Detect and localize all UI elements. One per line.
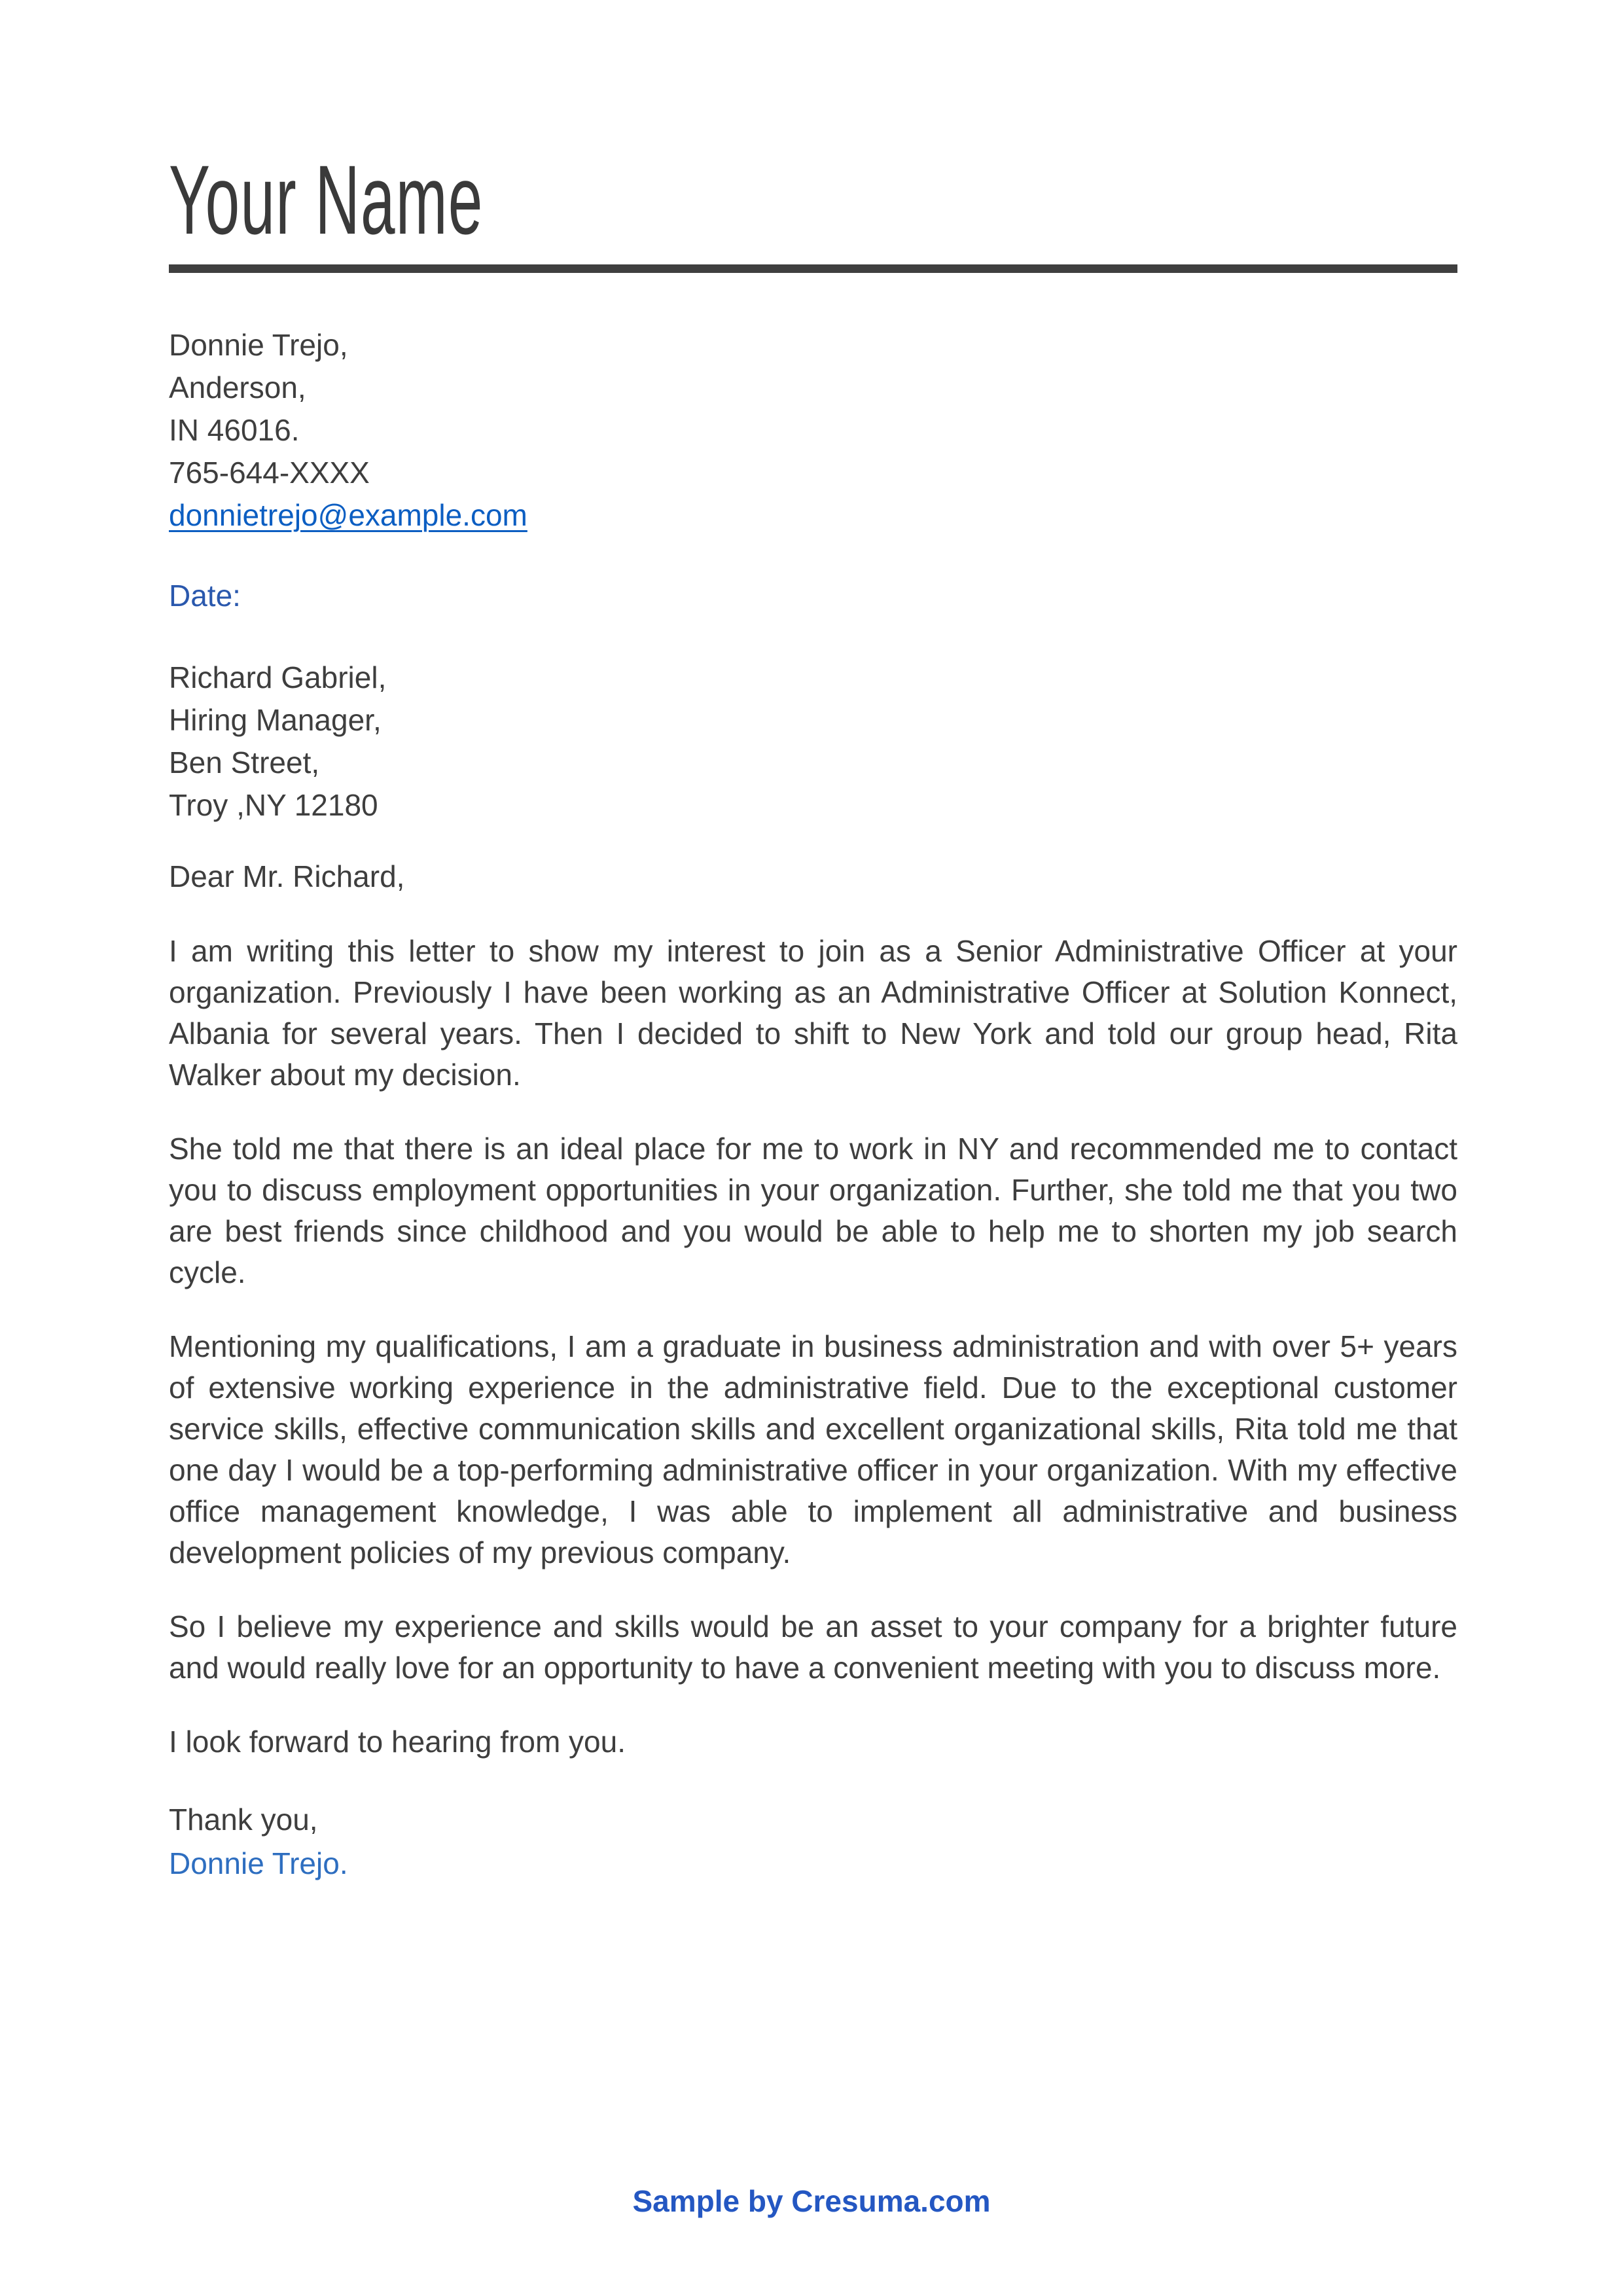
page-title	[169, 145, 1457, 255]
salutation: Dear Mr. Richard,	[169, 859, 405, 893]
sender-name-line: Donnie Trejo,	[169, 328, 348, 362]
recipient-city-line: Troy ,NY 12180	[169, 788, 378, 822]
recipient-street-line: Ben Street,	[169, 745, 320, 780]
sender-phone-line: 765-644-XXXX	[169, 456, 370, 490]
body-paragraph-4: So I believe my experience and skills would be an asset to your company for a brighter future and would really love for an opportunity to have a convenient meeting with you to discuss more.	[169, 1609, 1457, 1685]
sender-block	[169, 324, 1457, 537]
body-paragraph-2: She told me that there is an ideal place for me to work in NY and recommended me to contact you to discuss employment opportunities in your organization. Further, she told me that you two are best friends since childhood and you would be able to help me to shorten my job search cycle.	[169, 1132, 1457, 1289]
letter-header	[169, 145, 1457, 273]
sender-city-line: Anderson,	[169, 370, 306, 404]
recipient-title-line: Hiring Manager,	[169, 703, 382, 737]
body-paragraph-1: I am writing this letter to show my interest to join as a Senior Administrative Officer at your organization. Previously I have been working as an Administrative Officer at Solution Konnect, Albania for several years. Then I decided to shift to New York and told our group head, Rita Walker about my decision.	[169, 934, 1457, 1092]
sender-email-line	[169, 494, 1457, 537]
header-rule	[169, 264, 1457, 273]
recipient-block	[169, 656, 1457, 827]
thank-you-line: Thank you,	[169, 1803, 318, 1837]
closing-line: I look forward to hearing from you.	[169, 1725, 626, 1759]
signature-name: Donnie Trejo.	[169, 1846, 348, 1880]
recipient-name-line: Richard Gabriel,	[169, 660, 387, 694]
footer-branding: Sample by Cresuma.com	[632, 2184, 991, 2218]
email-link[interactable]: donnietrejo@example.com	[169, 498, 527, 532]
your-name-text: Your Name	[169, 145, 484, 255]
body-paragraph-3: Mentioning my qualifications, I am a graduate in business administration and with over 5+ years of extensive working experience in the administrative field. Due to the exceptional customer service skills, effective communication skills and excellent organizational skills, Rita told me that one day I would be a top-performing administrative officer in your organization. With my effective office management knowledge, I was able to implement all administrative and business development policies of my previous company.	[169, 1329, 1457, 1570]
sender-state-zip-line: IN 46016.	[169, 413, 300, 447]
date-label: Date:	[169, 579, 241, 613]
